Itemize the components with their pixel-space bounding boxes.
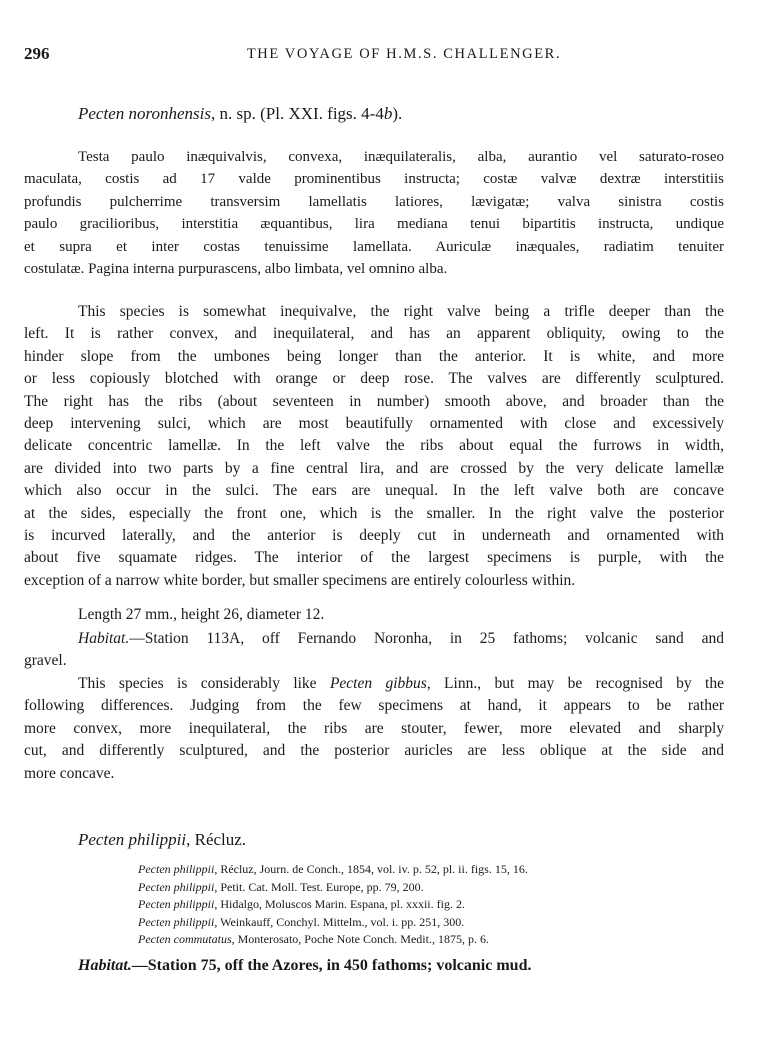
text-line: This species is considerably like Pecten gibbus, Linn., but may be recognised by the [78,675,724,692]
text-line: following differences. Judging from the few specimens at hand, it appears to be rather [24,697,724,715]
text-line: more convex, more inequilateral, the ribs are stouter, fewer, more elevated and sharply [24,719,724,737]
latin-description [24,146,724,280]
text-line: more concave. [24,764,115,782]
text-line: at the sides, especially the front one, which is the smaller. In the right valve the posterior [24,504,724,522]
species-name: Pecten noronhensis [78,104,211,123]
text-line: Testa paulo inæquivalvis, convexa, inæquilateralis, alba, aurantio vel saturato-roseo [78,149,724,165]
text-line: paulo gracilioribus, interstitia æquantibus, lira mediana tenui bipartitis instructa, undique [24,216,724,233]
text-line: about five squamate ridges. The interior of the largest specimens is purple, with the [24,549,724,567]
text-line: gravel. [24,652,67,670]
text-line: left. It is rather convex, and inequilateral, and has an apparent obliquity, owing to the [24,325,724,343]
reference-line: Pecten philippii, Petit. Cat. Moll. Test. Europe, pp. 79, 200. [138,879,424,894]
text-line: cut, and differently sculptured, and the posterior auricles are less oblique at the side and [24,742,724,760]
species-heading-philippii: Pecten philippii, Récluz. [78,830,247,849]
species-name: Pecten philippii [78,830,187,849]
text-line: The right has the ribs (about seventeen in number) smooth above, and broader than the [24,392,724,410]
reference-line: Pecten commutatus, Monterosato, Poche Note Conch. Medit., 1875, p. 6. [138,932,489,947]
text-line: which also occur in the sulci. The ears are unequal. In the left valve both are concave [24,482,724,500]
text-line: costulatæ. Pagina interna purpurascens, albo limbata, vel omnino alba. [24,260,448,277]
comparison-paragraph [24,673,724,785]
text-line: are divided into two parts by a fine central lira, and are crossed by the very delicate lamellæ [24,459,724,477]
text-line: deep intervening sulci, which are most beautifully ornamented with close and excessively [24,414,724,432]
text-line: or less copiously blotched with orange or deep rose. The valves are differently sculptured. [24,370,724,388]
text-line: Habitat.—Station 113A, off Fernando Noronha, in 25 fathoms; volcanic sand and [78,630,724,647]
running-title: THE VOYAGE OF H.M.S. CHALLENGER. [246,46,562,62]
text-line: This species is somewhat inequivalve, the right valve being a trifle deeper than the [78,303,724,320]
species-heading-noronhensis: Pecten noronhensis, n. sp. (Pl. XXI. figs. 4-4b). [78,104,403,123]
text-line: et supra et inter costas tenuissime lamellata. Auriculæ inæquales, radiatim tenuiter [24,238,724,255]
text-line: hinder slope from the umbones being longer than the anterior. It is white, and more [24,347,724,365]
text-line: maculata, costis ad 17 valde prominentibus instructa; costæ valvæ dextræ interstitiis [24,171,724,188]
text-line: profundis pulcherrime transversim lamellatis latiores, lævigatæ; valva sinistra costis [24,193,724,210]
text-line: is incurved laterally, and the anterior is deeply cut in underneath and ornamented with [24,526,724,544]
habitat-noronhensis [24,628,724,673]
text-line: delicate concentric lamellæ. In the left valve the ribs about equal the furrows in width, [24,437,724,455]
synonymy-references [138,861,528,949]
habitat-philippii: Habitat.—Station 75, off the Azores, in 450 fathoms; volcanic mud. [78,957,532,974]
reference-line: Pecten philippii, Weinkauff, Conchyl. Mittelm., vol. i. pp. 251, 300. [138,914,465,929]
reference-line: Pecten philippii, Récluz, Journ. de Conch., 1854, vol. iv. p. 52, pl. ii. figs. 15, 16. [138,862,528,876]
dimensions: Length 27 mm., height 26, diameter 12. [78,606,325,623]
english-description [24,301,724,592]
text-line: exception of a narrow white border, but smaller specimens are entirely colourless within. [24,571,576,589]
reference-line: Pecten philippii, Hidalgo, Moluscos Marin. Espana, pl. xxxii. fig. 2. [138,897,465,912]
page-number: 296 [24,44,50,63]
